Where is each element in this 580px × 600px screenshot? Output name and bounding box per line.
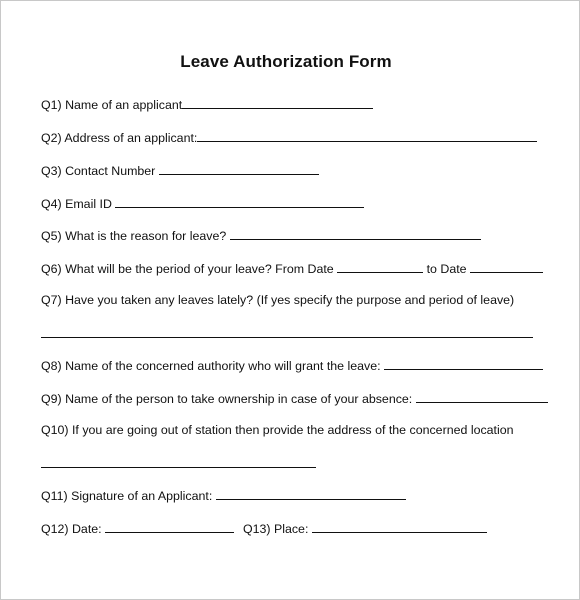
question-6 — [41, 260, 543, 277]
question-8-label: Q8) Name of the concerned authority who will grant the leave: — [41, 359, 381, 373]
question-1-label: Q1) Name of an applicant — [41, 98, 183, 112]
question-11-label: Q11) Signature of an Applicant: — [41, 489, 213, 503]
question-1 — [41, 96, 373, 113]
question-4-label: Q4) Email ID — [41, 197, 112, 211]
out-of-station-address-field[interactable] — [41, 467, 316, 468]
question-5 — [41, 227, 481, 244]
place-field[interactable] — [312, 520, 487, 533]
applicant-signature-field[interactable] — [216, 487, 406, 500]
question-7-label: Q7) Have you taken any leaves lately? (If yes specify the purpose and period of leave) — [41, 293, 515, 307]
question-12-13 — [41, 520, 487, 537]
email-id-field[interactable] — [115, 195, 364, 208]
form-title: Leave Authorization Form — [180, 52, 392, 71]
question-12-label: Q12) Date: — [41, 522, 102, 536]
from-date-field[interactable] — [337, 260, 423, 273]
question-2 — [41, 129, 537, 146]
question-6-to-date-label: to Date — [426, 262, 467, 276]
applicant-address-field[interactable] — [197, 129, 537, 142]
question-9-label: Q9) Name of the person to take ownership in case of your absence: — [41, 392, 413, 406]
question-13-label: Q13) Place: — [242, 522, 309, 536]
concerned-authority-field[interactable] — [384, 357, 543, 370]
leave-reason-field[interactable] — [230, 227, 481, 240]
question-3-label: Q3) Contact Number — [41, 164, 156, 178]
ownership-person-field[interactable] — [416, 390, 548, 403]
question-5-label: Q5) What is the reason for leave? — [41, 229, 227, 243]
question-2-label: Q2) Address of an applicant: — [41, 131, 198, 145]
applicant-name-field[interactable] — [182, 96, 373, 109]
question-11 — [41, 487, 406, 504]
question-8 — [41, 357, 543, 374]
contact-number-field[interactable] — [159, 162, 319, 175]
recent-leaves-field[interactable] — [41, 337, 533, 338]
question-10-label: Q10) If you are going out of station then provide the address of the concerned location — [41, 423, 514, 437]
question-7 — [41, 292, 514, 308]
question-4 — [41, 195, 364, 212]
question-6-label: Q6) What will be the period of your leave? From Date — [41, 262, 334, 276]
date-field[interactable] — [105, 520, 234, 533]
to-date-field[interactable] — [470, 260, 543, 273]
question-9 — [41, 390, 548, 407]
question-3 — [41, 162, 319, 179]
question-10 — [41, 422, 514, 438]
